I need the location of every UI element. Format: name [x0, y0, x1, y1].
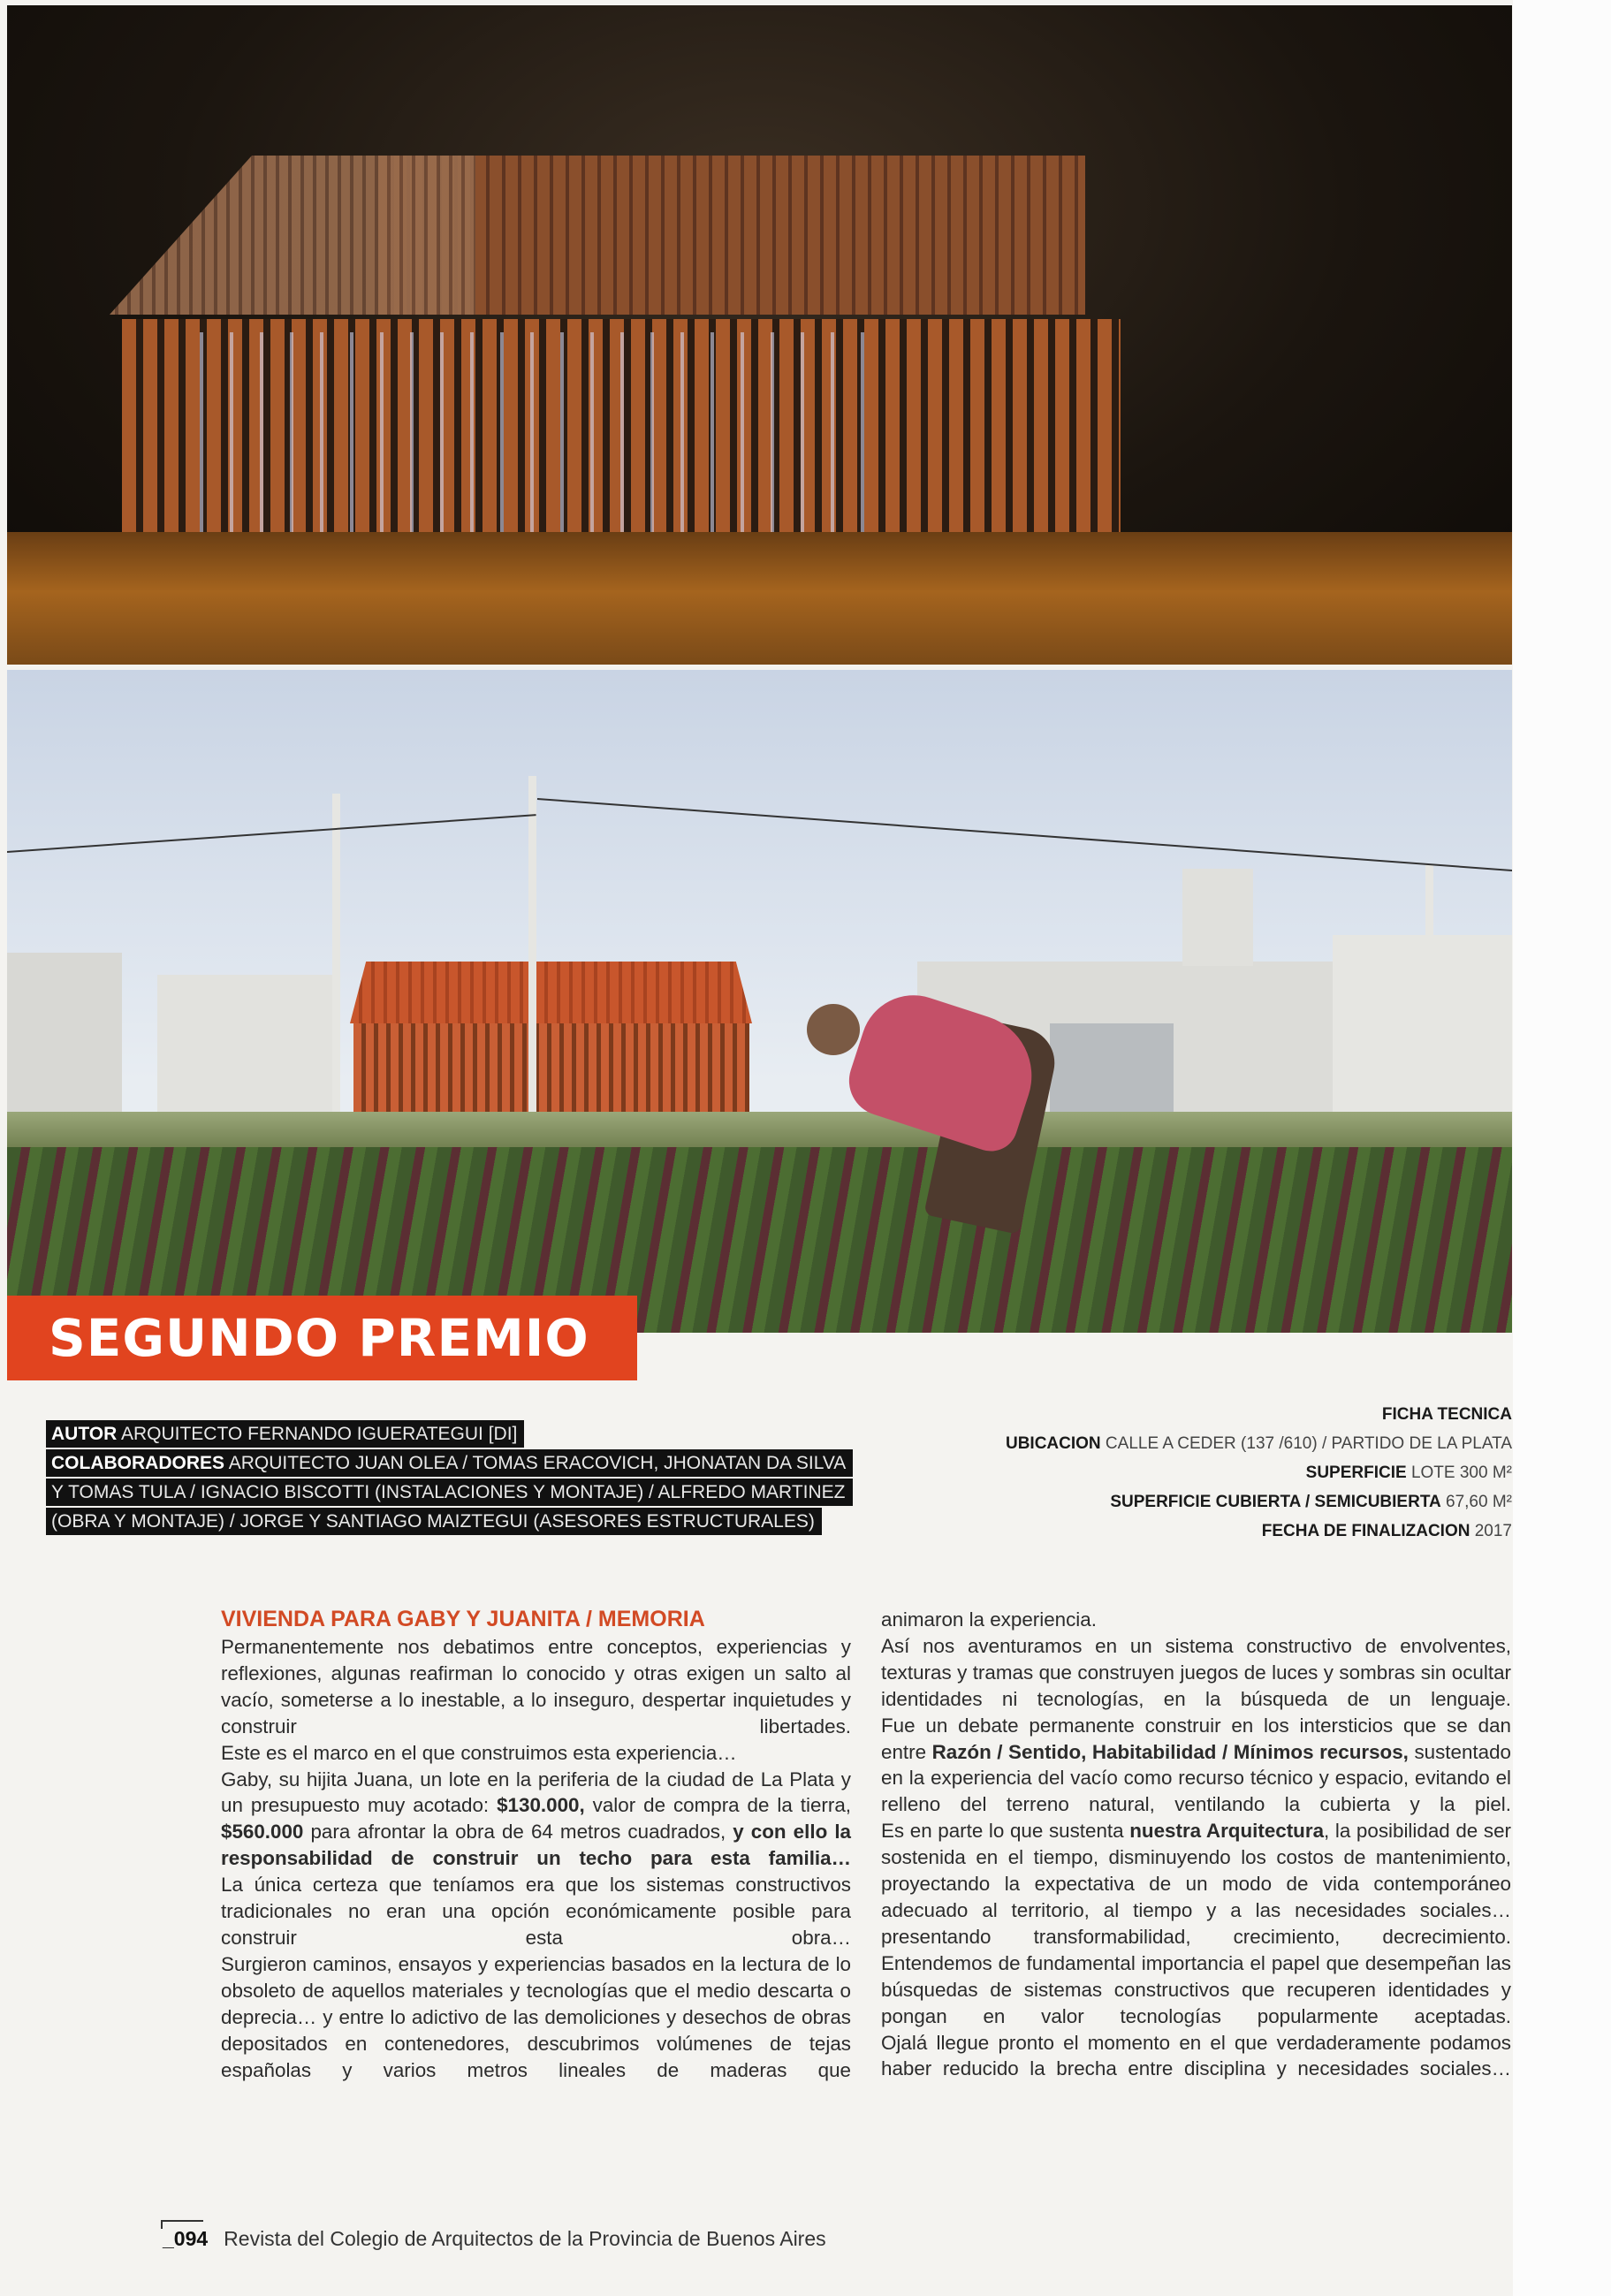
photo-house-roof: [350, 962, 752, 1023]
photo-building: [1333, 935, 1512, 1116]
footer-rule: [161, 2220, 203, 2222]
article-column-left: [221, 1634, 851, 2083]
text: Gaby, su hijita Juana, un lote en la periferia de la ciudad de La Plata y un presupuesto muy acotado:: [221, 1768, 851, 1817]
text: sustentado en la experiencia del vacío como recurso técnico y espacio, evitando el relleno del terreno natural, ventilando la cubierta y la piel.: [881, 1740, 1511, 1816]
credits-label-colaboradores: COLABORADORES: [51, 1453, 225, 1473]
paragraph: La única certeza que teníamos era que los sistemas constructivos tradicionales no eran una opción económicamente posible para construir esta obra…: [221, 1874, 851, 1949]
ficha-label: SUPERFICIE: [1305, 1464, 1407, 1482]
credits-text-4: (OBRA Y MONTAJE) / JORGE Y SANTIAGO MAIZTEGUI (ASESORES ESTRUCTURALES): [51, 1511, 815, 1532]
ficha-label: FECHA DE FINALIZACION: [1261, 1522, 1470, 1540]
credits-text-colaboradores: ARQUITECTO JUAN OLEA / TOMAS ERACOVICH, JHONATAN DA SILVA: [224, 1453, 847, 1473]
ficha-value: 2017: [1470, 1522, 1512, 1540]
credits-line-3: [46, 1479, 853, 1506]
photo-pole: [1425, 864, 1433, 1129]
paragraph: Surgieron caminos, ensayos y experiencias basados en la lectura de lo obsoleto de aquellos materiales y tecnologías que el medio descarta o deprecia… y entre lo adictivo de las demoliciones y desechos de obras depositados en contenedores, descubrimos volúmenes de tejas españolas y varios metros lineales de maderas que: [221, 1952, 851, 2081]
credits-text-3: Y TOMAS TULA / IGNACIO BISCOTTI (INSTALACIONES Y MONTAJE) / ALFREDO MARTINEZ: [51, 1482, 846, 1502]
page-number: _094: [163, 2227, 209, 2250]
paragraph: Entendemos de fundamental importancia el papel que desempeñan las búsquedas de sistemas constructivos que recuperen identidades y pongan en valor tecnologías popularmente aceptadas.: [881, 1951, 1511, 2027]
paragraph: animaron la experiencia.: [881, 1608, 1097, 1631]
journal-name: Revista del Colegio de Arquitectos de la Provincia de Buenos Aires: [224, 2227, 826, 2250]
credits-line-4: [46, 1508, 822, 1535]
page-edge: [1513, 0, 1611, 2296]
ficha-value: CALLE A CEDER (137 /610) / PARTIDO DE LA PLATA: [1100, 1434, 1512, 1453]
night-house-photo: [7, 5, 1512, 665]
ficha-row-superficie: [1006, 1458, 1512, 1487]
page-footer: [163, 2227, 826, 2251]
photo-pole: [332, 794, 340, 1147]
ficha-label: UBICACION: [1005, 1434, 1101, 1453]
paragraph: [881, 1713, 1511, 1819]
photo-grass: [7, 532, 1512, 665]
premio-title: SEGUNDO PREMIO: [49, 1308, 589, 1368]
paragraph: [881, 1818, 1511, 1950]
ficha-label: SUPERFICIE CUBIERTA / SEMICUBIERTA: [1110, 1493, 1441, 1511]
text: valor de compra de la tierra,: [584, 1794, 851, 1817]
paragraph: Este es el marco en el que construimos esta experiencia…: [221, 1741, 737, 1764]
paragraph: Así nos aventuramos en un sistema constructivo de envolventes, texturas y tramas que construyen juegos de luces y sombras sin ocultar identidades ni tecnologías, en la búsqueda de un lenguaje.: [881, 1634, 1511, 1710]
ficha-tecnica: [1006, 1400, 1512, 1546]
photo-roof-gable: [69, 156, 475, 315]
text-bold: y con ello la responsabilidad de construir un techo para esta familia…: [221, 1821, 851, 1870]
ficha-value: LOTE 300 M²: [1406, 1464, 1512, 1482]
photo-roof: [378, 156, 1085, 315]
photo-house-wall: [353, 1023, 749, 1116]
credits-label-autor: AUTOR: [51, 1424, 118, 1444]
text-bold: nuestra Arquitectura: [1129, 1820, 1325, 1843]
ficha-row-cubierta: [1006, 1487, 1512, 1517]
text-bold: $130.000,: [497, 1794, 585, 1817]
ficha-title-row: [1006, 1400, 1512, 1429]
photo-farmer-head: [807, 1004, 860, 1055]
photo-pole: [528, 776, 536, 1147]
text: Fue un debate permanente construir en los intersticios que se dan entre: [881, 1714, 1511, 1763]
credits-text-autor: ARQUITECTO FERNANDO IGUERATEGUI [DI]: [117, 1424, 518, 1444]
photo-light-slits: [184, 332, 873, 553]
photo-wire: [7, 814, 536, 853]
credits-line-autor: [46, 1420, 524, 1448]
text-bold: Razón / Sentido, Habitabilidad / Mínimos recursos,: [931, 1740, 1409, 1763]
photo-garage-door: [1050, 1023, 1174, 1116]
paragraph: Ojalá llegue pronto el momento en el que verdaderamente podamos haber reducido la brecha entre disciplina y necesidades sociales…: [881, 2031, 1511, 2080]
paragraph: [221, 1767, 851, 1873]
article-title: VIVIENDA PARA GABY Y JUANITA / MEMORIA: [221, 1607, 705, 1631]
paragraph: Permanentemente nos debatimos entre conceptos, experiencias y reflexiones, algunas reafirman lo conocido y otras exigen un salto al vacío, someterse a lo inestable, a lo inseguro, despertar inquietudes y construir libertades.: [221, 1636, 851, 1737]
text: , la posibilidad de ser sostenida en el tiempo, disminuyendo los costos de mantenimiento, proyectando la expectativa de un modo de vida contemporáneo adecuado al territorio, al tiempo y a las necesidades sociales… presentando transformabilidad, crecimiento, decrecimiento.: [881, 1820, 1511, 1948]
text: Es en parte lo que sustenta: [881, 1820, 1130, 1843]
photo-wire: [537, 798, 1512, 871]
photo-building: [157, 975, 334, 1116]
photo-building: [7, 953, 122, 1116]
ficha-row-ubicacion: [1006, 1429, 1512, 1458]
text-bold: $560.000: [221, 1821, 304, 1844]
text: para afrontar la obra de 64 metros cuadrados,: [303, 1821, 733, 1844]
photo-water-tank: [1182, 869, 1253, 966]
article-column-right: [881, 1607, 1511, 2082]
credits-line-colaboradores: [46, 1449, 853, 1477]
field-photo: [7, 670, 1512, 1333]
photo-hedge: [7, 1112, 1512, 1152]
ficha-row-fecha: [1006, 1517, 1512, 1546]
ficha-title: FICHA TECNICA: [1381, 1405, 1512, 1424]
ficha-value: 67,60 M²: [1440, 1493, 1512, 1511]
